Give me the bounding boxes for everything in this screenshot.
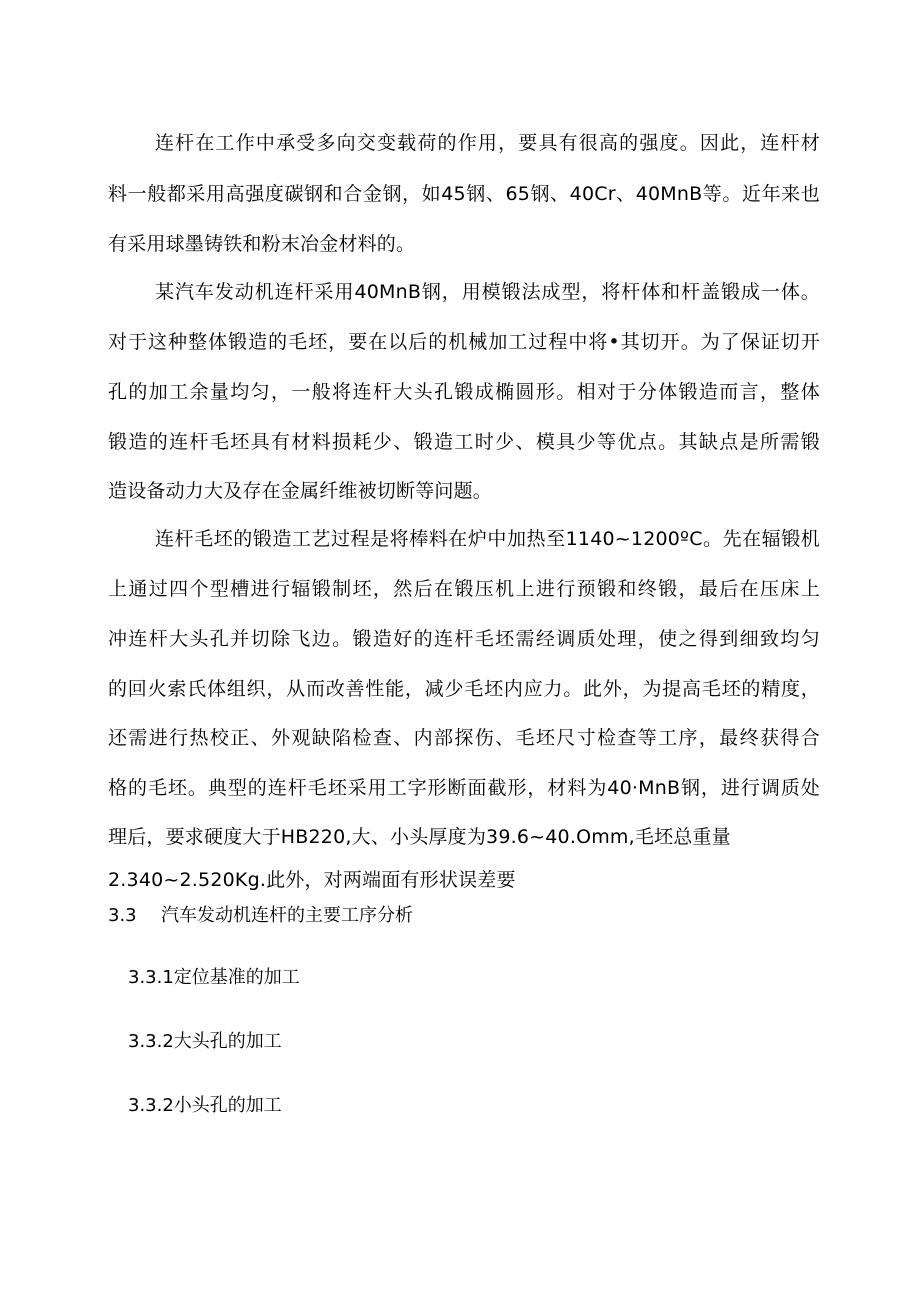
paragraph-3-line-1: 连杆毛坯的锻造工艺过程是将棒料在炉中加热至1140~1200ºC。先在辐锻机: [155, 528, 820, 550]
paragraph-2-line-4: 锻造的连杆毛坯具有材料损耗少、锻造工时少、模具少等优点。其缺点是所需锻: [108, 431, 820, 453]
paragraph-3-line-3: 冲连杆大头孔并切除飞边。锻造好的连杆毛坯需经调质处理，使之得到细致均匀: [108, 628, 820, 650]
paragraph-3-line-6: 格的毛坯。典型的连杆毛坯采用工字形断面截形，材料为40·MnB钢，进行调质处: [108, 777, 820, 799]
subsection-heading-3: 3.3.2小头孔的加工: [128, 1095, 282, 1116]
subsection-heading-2: 3.3.2大头孔的加工: [128, 1031, 282, 1052]
paragraph-2-line-5: 造设备动力大及存在金属纤维被切断等问题。: [108, 480, 493, 502]
paragraph-1-line-3: 有采用球墨铸铁和粉末冶金材料的。: [108, 233, 416, 255]
paragraph-3-line-2: 上通过四个型槽进行辐锻制坯，然后在锻压机上进行预锻和终锻，最后在压床上: [108, 578, 820, 600]
paragraph-2-line-1: 某汽车发动机连杆采用40MnB钢，用模锻法成型，将杆体和杆盖锻成一体。: [155, 281, 820, 303]
paragraph-3-line-7: 理后，要求硬度大于HB220,大、小头厚度为39.6~40.Omm,毛坯总重量: [108, 826, 731, 848]
paragraph-1-line-2: 料一般都采用高强度碳钢和合金钢，如45钢、65钢、40Cr、40MnB等。近年来也: [108, 183, 820, 205]
paragraph-3-line-4: 的回火索氏体组织，从而改善性能，减少毛坯内应力。此外，为提高毛坯的精度，: [108, 678, 820, 700]
paragraph-3-line-5: 还需进行热校正、外观缺陷检查、内部探伤、毛坯尺寸检查等工序，最终获得合: [108, 727, 820, 749]
subsection-heading-1: 3.3.1定位基准的加工: [128, 967, 300, 988]
paragraph-2-line-2: 对于这种整体锻造的毛坯，要在以后的机械加工过程中将•其切开。为了保证切开: [108, 331, 820, 353]
paragraph-2-line-3: 孔的加工余量均匀，一般将连杆大头孔锻成椭圆形。相对于分体锻造而言，整体: [108, 381, 820, 403]
paragraph-3-line-8: 2.340~2.520Kg.此外，对两端面有形状误差要: [108, 869, 516, 891]
section-number: 3.3: [108, 905, 137, 926]
paragraph-1-line-1: 连杆在工作中承受多向交变载荷的作用，要具有很高的强度。因此，连杆材: [155, 132, 820, 154]
section-title: 汽车发动机连杆的主要工序分析: [161, 905, 413, 926]
